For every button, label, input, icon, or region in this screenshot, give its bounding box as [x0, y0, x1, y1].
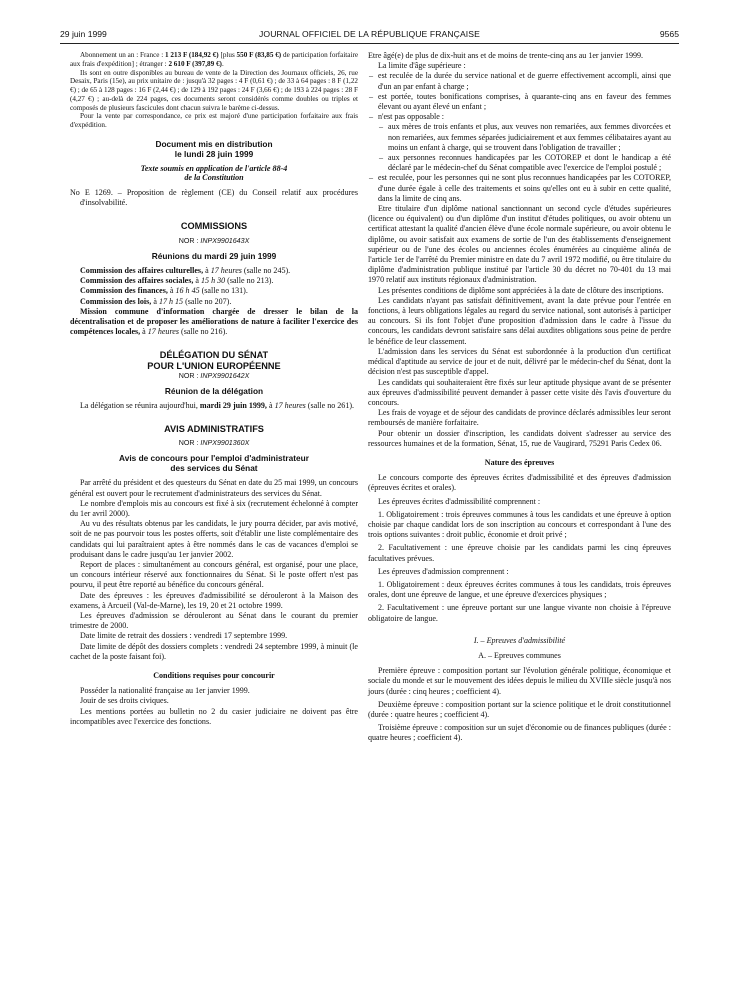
common-tests-paragraphs	[368, 666, 671, 746]
paragraph: 1. Obligatoirement : trois épreuves communes à tous les candidats et une épreuve à option choisie par chaque candidat lors de son inscription au concours et correspondant à l'une des trois options suivantes : droit public, économie et droit privé ;	[368, 509, 671, 540]
page-header	[60, 27, 679, 43]
paragraph: 2. Facultativement : une épreuve choisie par les candidats parmi les cinq épreuves facultatives prévues.	[368, 543, 671, 563]
paragraph: Les épreuves d'admission comprennent :	[378, 566, 509, 576]
avis-nor: NOR : INPX9901360X	[178, 439, 250, 448]
avis-heading: Avis de concours pour l'emploi d'administrateur des services du Sénat	[119, 453, 309, 474]
subscription-sales-office: Ils sont en outre disponibles au bureau de vente de la Direction des Journaux officiels, 26, rue Desaix, Paris (15e), au prix unitaire de : jusqu'à 32 pages : 4 F (0,61 €) ; de 33 à 64 pages : 8 F (1,22 €) ; de 65 à 128 pages : 16 F (2,44 €) ; de 129 à 192 pages : 24 F (3,66 €) ; de 193 à 224 pages : 28 F (4,27 €) ; au-delà de 224 pages, ces documents seront considérés comme doubles ou triples et composés de plusieurs fascicules dont chacun suivra le barème ci-dessus.	[70, 68, 358, 112]
header-journal-title: JOURNAL OFFICIEL DE LA RÉPUBLIQUE FRANÇAISE	[259, 29, 480, 39]
commissions-title: COMMISSIONS	[180, 221, 248, 232]
header-page-number: 9565	[659, 29, 679, 39]
paragraph: Troisième épreuve : composition sur un sujet d'économie ou de finances publiques (durée : quatre heures ; coefficient 4).	[368, 723, 671, 743]
commission-list	[70, 266, 358, 307]
right-column	[368, 51, 671, 747]
delegation-nor: NOR : INPX9901642X	[178, 371, 250, 380]
avis-paragraph: Au vu des résultats obtenus par les candidats, le jury pourra décider, par avis motivé, soit de ne pas pourvoir tous les postes offerts, soit d'établir une liste complémentaire des candidats qui lui paraîtraient aptes à être nommés dans le cas de vacances d'emploi se produisant dans le cadre jusqu'au 1er janvier 2002.	[70, 519, 358, 559]
subscription-notice	[70, 51, 358, 130]
header-rule	[60, 43, 679, 44]
avis-paragraph: Le nombre d'emplois mis au concours est fixé à six (recrutement échelonné à compter du 1er avril 2000).	[70, 498, 358, 518]
list-item: – aux personnes reconnues handicapées par les COTOREP et dont le handicap a été déclaré par le médecin-chef du Sénat compatible avec l'exercice de l'emploi postulé ;	[368, 153, 671, 173]
avis-paragraph: Date des épreuves : les épreuves d'admissibilité se dérouleront à la Maison des examens, à Arcueil (Val-de-Marne), les 19, 20 et 21 octobre 1999.	[70, 590, 358, 610]
condition-paragraph: Les mentions portées au bulletin no 2 du casier judiciaire ne doivent pas être incompatibles avec l'exercice des fonctions.	[70, 706, 358, 726]
subscription-mail-order: Pour la vente par correspondance, ce prix est majoré d'une participation forfaitaire aux frais d'expédition.	[70, 112, 358, 129]
commissions-meeting-title: Réunions du mardi 29 juin 1999	[151, 250, 277, 261]
mission-item: Mission commune d'information chargée de dresser le bilan de la décentralisation et de proposer les améliorations de nature à faciliter l'exercice des compétences locales, à 17 heures (salle no 216).	[70, 306, 358, 337]
paragraph: Pour obtenir un dossier d'inscription, les candidats doivent s'adresser au service des ressources humaines et de la formation, Sénat, 15, rue de Vaugirard, 75291 Paris Cedex 06.	[368, 428, 671, 448]
commission-item: Commission des affaires sociales, à 15 h 30 (salle no 213).	[80, 276, 274, 286]
avis-paragraph: Date limite de dépôt des dossiers complets : vendredi 24 septembre 1999, à minuit (le cachet de la poste faisant foi).	[70, 641, 358, 661]
age-condition: Etre âgé(e) de plus de dix-huit ans et de moins de trente-cinq ans au 1er janvier 1999.	[368, 51, 644, 60]
avis-paragraph: Report de places : simultanément au concours général, est organisé, pour une place, un concours intérieur réservé aux fonctionnaires du Sénat. Si le poste offert n'est pas pourvu, il peut être reporté au bénéfice du concours général.	[70, 559, 358, 590]
age-limit-intro: La limite d'âge supérieure :	[378, 61, 466, 71]
avis-paragraphs	[70, 478, 358, 662]
paragraph: Les présentes conditions de diplôme sont appréciées à la date de clôture des inscriptions.	[378, 285, 664, 295]
list-item: – aux mères de trois enfants et plus, aux veuves non remariées, aux femmes divorcées et non remariées, aux femmes séparées judiciairement et aux femmes célibataires ayant au moins un enfant à charge, qui se trouvent dans l'obligation de travailler ;	[368, 122, 671, 153]
subscription-price: Abonnement un an : France : 1 213 F (184,92 €) [plus 550 F (83,85 €) de participation forfaitaire aux frais d'expédition] ; étranger : 2 610 F (397,89 €).	[70, 51, 358, 68]
avis-paragraph: Par arrêté du président et des questeurs du Sénat en date du 25 mai 1999, un concours général est ouvert pour le recrutement d'administrateurs des services du Sénat.	[70, 478, 358, 498]
paragraph: Deuxième épreuve : composition portant sur la science politique et le droit constitutionnel (durée : quatre heures ; coefficient 4).	[368, 699, 671, 719]
recul-list	[368, 173, 671, 204]
header-date: 29 juin 1999	[60, 29, 107, 39]
paragraph: Les candidats qui souhaiteraient être fixés sur leur aptitude physique avant de se présenter aux épreuves d'admissibilité peuvent demander à passer cette visite dès l'avis d'ouverture du concours.	[368, 377, 671, 407]
condition-paragraph: Jouir de ses droits civiques.	[80, 696, 169, 706]
list-item: – est reculée, pour les personnes qui ne sont plus reconnues handicapées par les COTOREP, d'une durée égale à celle des traitements et soins qu'elles ont eu à subir en cette qualité, dans la limite de cinq ans.	[368, 173, 671, 204]
age-limit-list	[368, 71, 671, 122]
paragraph: Les épreuves écrites d'admissibilité comprennent :	[378, 496, 541, 506]
paragraph: 2. Facultativement : une épreuve portant sur une langue vivante non choisie à l'épreuve obligatoire de langue.	[368, 603, 671, 623]
delegation-title: DÉLÉGATION DU SÉNAT POUR L'UNION EUROPÉENNE	[147, 350, 281, 371]
conditions-paragraphs	[70, 686, 358, 727]
list-item: – n'est pas opposable :	[368, 112, 671, 122]
commission-item: Commission des lois, à 17 h 15 (salle no 207).	[80, 296, 232, 306]
non-opposable-list	[368, 122, 671, 173]
paragraph: Etre titulaire d'un diplôme national sanctionnant un second cycle d'études supérieures (licence ou équivalent) ou d'un diplôme d'un institut d'études politiques, ou avoir obtenu un certificat attestant la qualité d'ancien élève d'une école normale supérieure, ou avoir obtenu le diplôme, ou avoir satisfait aux examens de sortie de l'un des établissements d'enseignement supérieur ou de l'une des écoles ou anciennes écoles énumérées au cinquième alinéa de l'article 1er de l'arrêté du Premier ministre en date du 7 avril 1972 modifié, ou être titulaire du diplôme d'administration publique institué par l'article 30 du décret no 70-401 du 13 mai 1970 relatif aux instituts régionaux d'administration.	[368, 204, 671, 285]
section-admissibility-title: I. – Epreuves d'admissibilité	[473, 635, 566, 645]
delegation-meeting-title: Réunion de la délégation	[164, 385, 264, 396]
document-subtitle: Texte soumis en application de l'article 88-4 de la Constitution	[140, 163, 288, 183]
document-title: Document mis en distribution le lundi 28 juin 1999	[155, 138, 273, 159]
diploma-paragraphs	[368, 204, 671, 449]
list-item: – est portée, toutes bonifications comprises, à quarante-cinq ans en faveur des femmes élevant ou ayant élevé un enfant ;	[368, 92, 671, 112]
paragraph: L'admission dans les services du Sénat est subordonnée à la production d'un certificat médical d'aptitude au service de jour et de nuit, délivré par le médecin-chef du Sénat, dont la décision n'est pas susceptible d'appel.	[368, 346, 671, 377]
paragraph: Le concours comporte des épreuves écrites d'admissibilité et des épreuves d'admission (épreuves écrites et orales).	[368, 473, 671, 493]
avis-paragraph: Date limite de retrait des dossiers : vendredi 17 septembre 1999.	[80, 631, 288, 641]
left-column	[70, 51, 358, 727]
paragraph: 1. Obligatoirement : deux épreuves écrites communes à tous les candidats, trois épreuves orales, dont une épreuve de langue, et une épreuve d'exercices physiques ;	[368, 579, 671, 600]
paragraph: Les candidats n'ayant pas satisfait définitivement, avant la date prévue pour l'entrée en fonctions, à leurs obligations légales au regard du service national, sont autorisés à participer au concours. Si ils font l'objet d'une proposition d'admission dans le cadre à l'issue du concours, les candidats devront satisfaire sans délai auxdites obligations sous peine de perdre le bénéfice de leur classement.	[368, 295, 671, 346]
section-common-tests-title: A. – Epreuves communes	[478, 650, 561, 660]
condition-paragraph: Posséder la nationalité française au 1er janvier 1999.	[80, 686, 250, 696]
delegation-text: La délégation se réunira aujourd'hui, mardi 29 juin 1999, à 17 heures (salle no 261).	[80, 400, 355, 410]
commission-item: Commission des finances, à 16 h 45 (salle no 131).	[80, 286, 248, 296]
list-item: – est reculée de la durée du service national et de guerre effectivement accompli, ainsi que d'un an par enfant à charge ;	[368, 71, 671, 91]
commissions-nor: NOR : INPX9901643X	[178, 236, 250, 245]
conditions-title: Conditions requises pour concourir	[153, 671, 275, 680]
nature-paragraphs	[368, 473, 671, 627]
avis-paragraph: Les épreuves d'admission se dérouleront au Sénat dans le courant du premier trimestre de 2000.	[70, 610, 358, 631]
document-entry: No E 1269. – Proposition de règlement (CE) du Conseil relatif aux procédures d'insolvabilité.	[70, 187, 358, 208]
avis-title: AVIS ADMINISTRATIFS	[164, 423, 264, 434]
paragraph: Les frais de voyage et de séjour des candidats de province déclarés admissibles leur seront remboursés de manière forfaitaire.	[368, 408, 671, 428]
nature-title: Nature des épreuves	[484, 457, 555, 467]
paragraph: Première épreuve : composition portant sur l'évolution générale politique, économique et sociale du monde et sur le mouvement des idées depuis le milieu du XVIIIe siècle jusqu'à nos jours (durée : cinq heures ; coefficient 4).	[368, 666, 671, 696]
commission-item: Commission des affaires culturelles, à 17 heures (salle no 245).	[80, 265, 291, 275]
